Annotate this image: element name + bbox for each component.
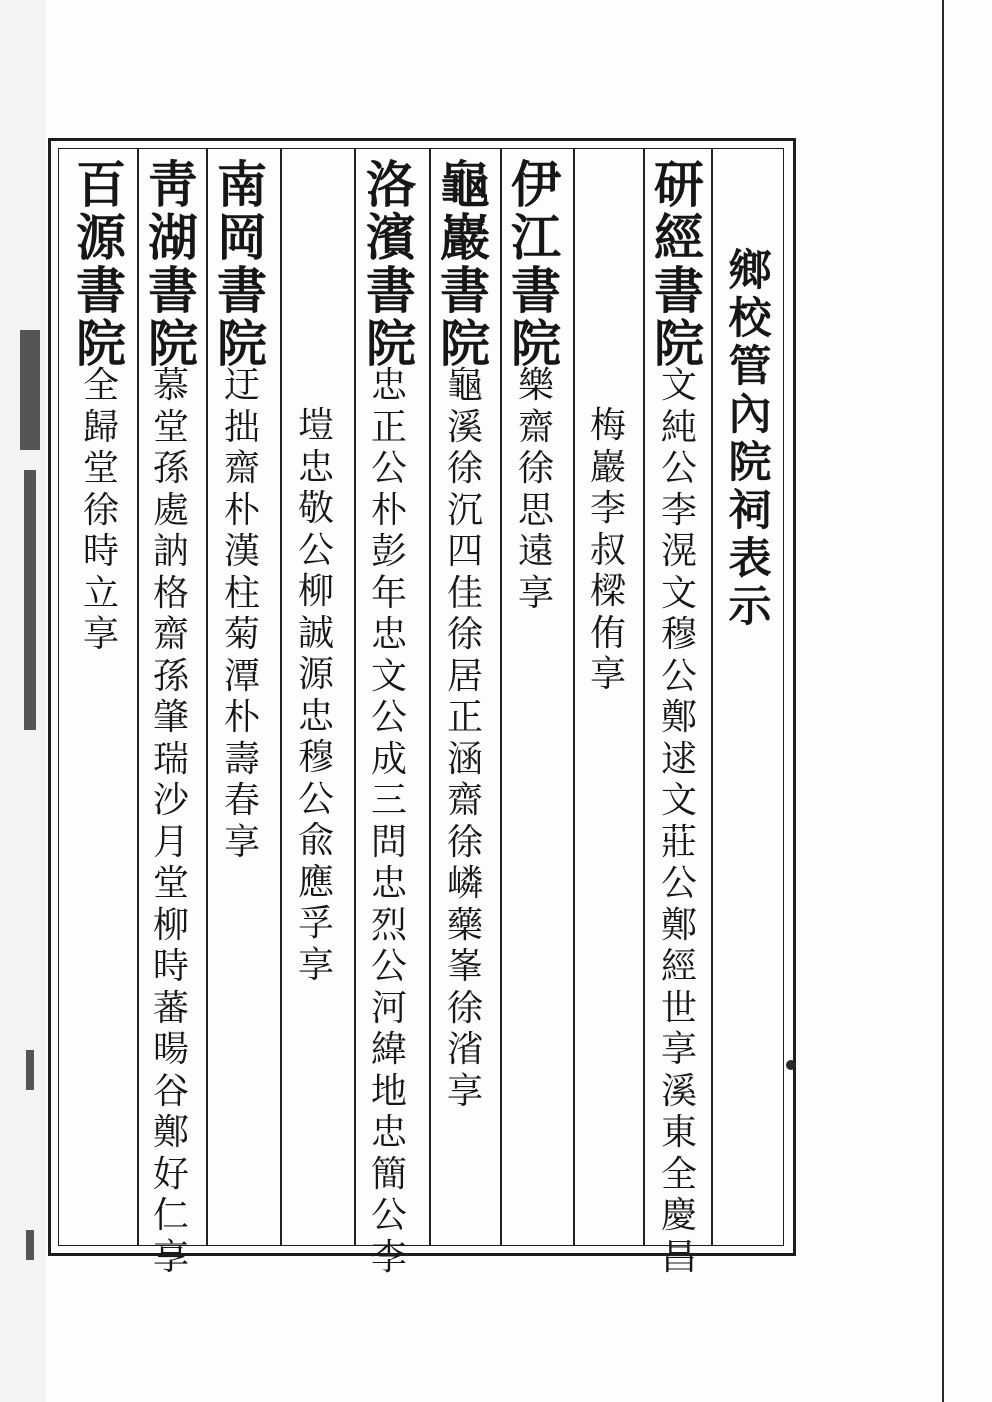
academy-name-namgang — [212, 155, 272, 373]
academy-name-text: 百 源 書 院 — [76, 155, 126, 373]
enshrined-text: 全 歸 堂 徐 時 立 享 — [82, 365, 119, 655]
academy-name-cheongho — [143, 155, 203, 373]
academy-name-guam — [435, 155, 495, 373]
column-rule — [643, 148, 645, 1246]
scan-right-edge — [942, 0, 944, 1402]
column-rule — [711, 148, 713, 1246]
bleed-through-mark — [20, 330, 40, 450]
enshrined-list-nakbin-line1 — [366, 365, 412, 1281]
enshrined-list-baegwon — [78, 365, 124, 659]
enshrined-list-nakbin-line2 — [293, 405, 339, 989]
academy-name-text: 研 經 書 院 — [654, 155, 704, 373]
enshrined-list-cheongho — [148, 365, 194, 1281]
enshrined-text: 龜 溪 徐 沉 四 佳 徐 居 正 涵 齋 徐 嶙 藥 峯 徐 渻 享 — [446, 365, 483, 1112]
academy-name-nakbin — [361, 155, 421, 373]
page-title — [724, 246, 776, 634]
enshrined-list-igang — [513, 365, 559, 617]
bleed-through-mark — [26, 1050, 34, 1090]
column-rule — [206, 148, 208, 1246]
column-rule — [573, 148, 575, 1246]
column-rule — [280, 148, 282, 1246]
enshrined-list-yeongyeong-line2 — [585, 405, 631, 699]
enshrined-text: 樂 齋 徐 思 遠 享 — [517, 365, 554, 614]
enshrined-text: 迂 拙 齋 朴 漢 柱 菊 潭 朴 壽 春 享 — [223, 365, 260, 863]
academy-name-baegwon — [71, 155, 131, 373]
enshrined-list-guam — [442, 365, 488, 1115]
academy-name-igang — [506, 155, 566, 373]
column-rule — [500, 148, 502, 1246]
enshrined-text: 塏 忠 敬 公 柳 誠 源 忠 穆 公 兪 應 孚 享 — [297, 405, 334, 986]
page-title-text: 鄉 校 管 內 院 祠 表 示 — [728, 246, 772, 632]
column-rule — [137, 148, 139, 1246]
enshrined-text: 忠 正 公 朴 彭 年 忠 文 公 成 三 問 忠 烈 公 河 緯 地 忠 簡 公 李 — [370, 365, 407, 1278]
academy-name-text: 龜 巖 書 院 — [440, 155, 490, 373]
academy-name-text: 靑 湖 書 院 — [148, 155, 198, 373]
academy-name-text: 洛 濱 書 院 — [366, 155, 416, 373]
bleed-through-mark — [24, 470, 36, 730]
column-rule — [429, 148, 431, 1246]
academy-name-yeongyeong — [649, 155, 709, 373]
scan-left-margin — [0, 0, 46, 1402]
enshrined-text: 慕 堂 孫 處 訥 格 齋 孫 肇 瑞 沙 月 堂 柳 時 蕃 暘 谷 鄭 好 仁 享 — [152, 365, 189, 1278]
fold-mark — [786, 1060, 796, 1070]
academy-name-text: 南 岡 書 院 — [217, 155, 267, 373]
column-rule — [354, 148, 356, 1246]
enshrined-text: 梅 巖 李 叔 樑 侑 享 — [589, 405, 626, 695]
academy-name-text: 伊 江 書 院 — [511, 155, 561, 373]
bleed-through-mark — [26, 1230, 34, 1260]
enshrined-text: 文 純 公 李 滉 文 穆 公 鄭 逑 文 莊 公 鄭 經 世 享 溪 東 全 慶 昌 — [660, 365, 697, 1278]
enshrined-list-namgang — [219, 365, 265, 866]
enshrined-list-yeongyeong-line1 — [656, 365, 702, 1281]
